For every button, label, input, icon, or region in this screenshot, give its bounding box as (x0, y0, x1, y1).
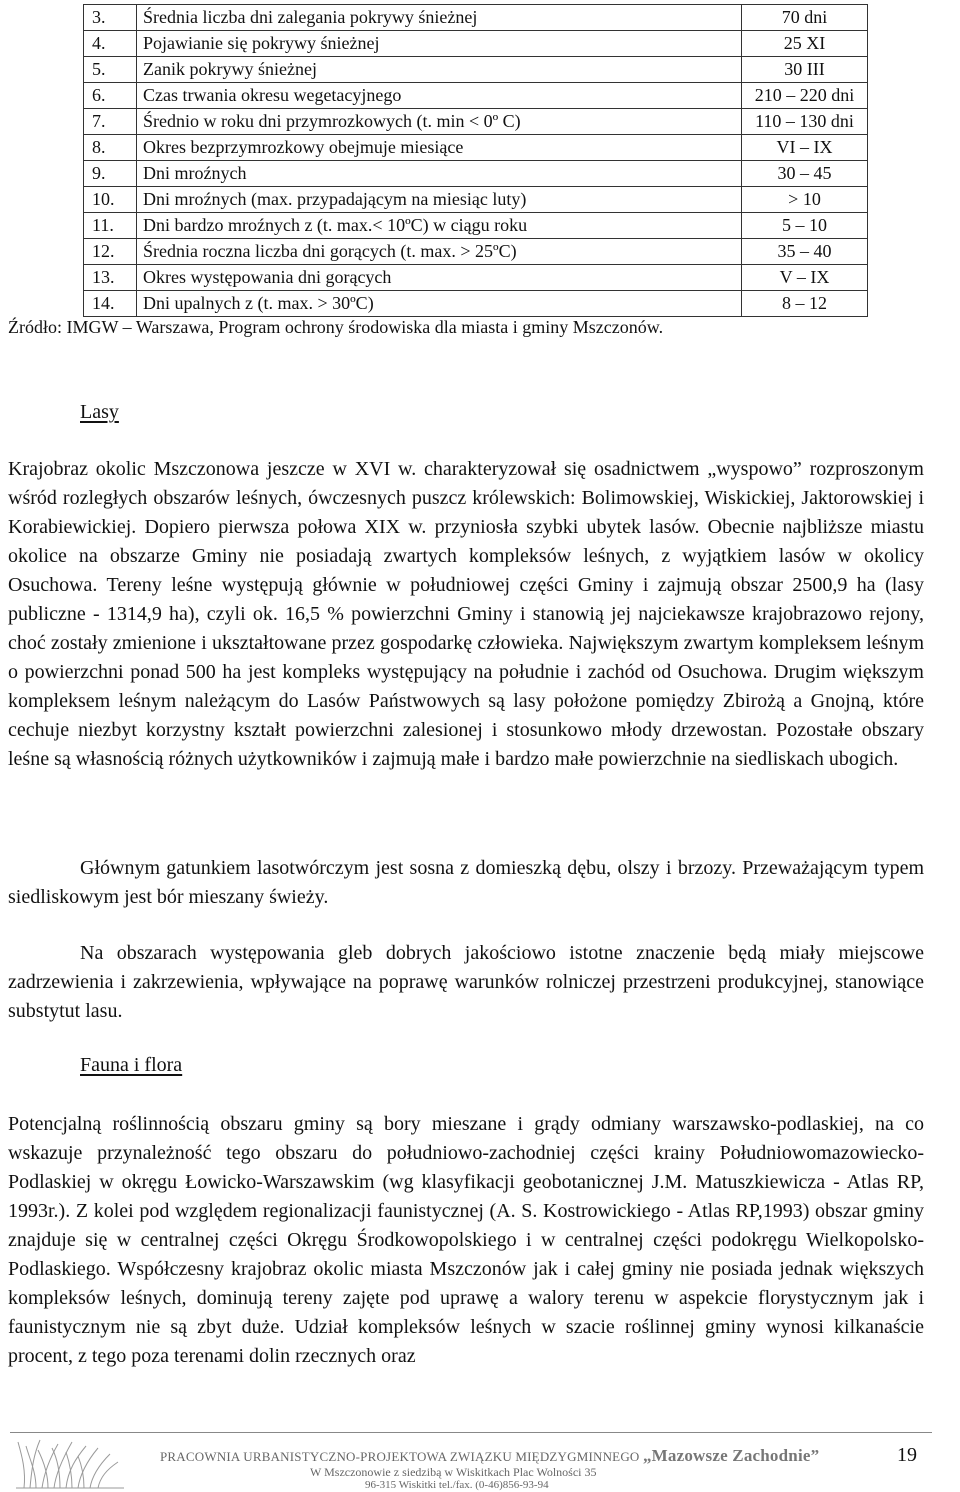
footer-organization (160, 1446, 819, 1466)
page-number: 19 (897, 1444, 917, 1466)
table-row (84, 31, 868, 57)
row-description: Średnia liczba dni zalegania pokrywy śnieżnej (137, 5, 742, 31)
row-description: Zanik pokrywy śnieżnej (137, 57, 742, 83)
paragraph-lasy-2: Głównym gatunkiem lasotwórczym jest sosna z domieszką dębu, olszy i brzozy. Przeważającym typem siedliskowym jest bór mieszany świeży. (8, 857, 924, 908)
section-heading-lasy: Lasy (80, 401, 119, 423)
table-row (84, 109, 868, 135)
reed-grass-logo-icon (14, 1436, 126, 1490)
table-row (84, 213, 868, 239)
row-number: 11. (84, 213, 137, 239)
table-row (84, 239, 868, 265)
row-number: 10. (84, 187, 137, 213)
row-number: 4. (84, 31, 137, 57)
row-value: VI – IX (742, 135, 868, 161)
row-value: 5 – 10 (742, 213, 868, 239)
row-number: 13. (84, 265, 137, 291)
paragraph-lasy-1: Krajobraz okolic Mszczonowa jeszcze w XVI w. charakteryzował się osadnictwem „wyspowo” rozproszonym wśród rozległych obszarów leśnych, ówczesnych puszcz królewskich: Bolimowskiej, Wiskickiej, Jaktorowskiej i Korabiewickiej. Dopiero pierwsza połowa XIX w. przyniosła szybki ubytek lasów. Obecnie najbliższe miastu okolice na obszarze Gminy nie posiadają zwartych kompleksów leśnych, z wyjątkiem lasów w okolicy Osuchowa. Tereny leśne występują głównie w południowej części Gminy i zajmują obszar 2500,9 ha (lasy publiczne - 1314,9 ha), czyli ok. 16,5 % powierzchni Gminy i stanowią jej najciekawsze krajobrazowo rejony, choć zostały zmienione i ukształtowane przez gospodarkę człowieka. Największym zwartym kompleksem leśnym o powierzchni ponad 500 ha jest kompleks występujący na południe i zachód od Osuchowa. Drugim większym kompleksem leśnym należącym do Lasów Państwowych są lasy położone pomiędzy Zbirożą a Gnojną, które cechuje niezbyt korzystny kształt powierzchni zalesionej i stosunkowo młody drzewostan. Pozostałe obszary leśne są własnością różnych użytkowników i zajmują małe i bardzo małe powierzchnie na siedliskach ubogich. (8, 458, 924, 770)
row-number: 12. (84, 239, 137, 265)
climate-table-body (84, 5, 868, 317)
row-description: Średnia roczna liczba dni gorących (t. max. > 25ºC) (137, 239, 742, 265)
row-description: Dni mroźnych (137, 161, 742, 187)
row-value: 35 – 40 (742, 239, 868, 265)
row-value: 210 – 220 dni (742, 83, 868, 109)
footer-address-line-1: W Mszczonowie z siedzibą w Wiskitkach Plac Wolności 35 (310, 1465, 597, 1479)
row-description: Dni bardzo mroźnych z (t. max.< 10ºC) w ciągu roku (137, 213, 742, 239)
row-number: 3. (84, 5, 137, 31)
row-description: Okres występowania dni gorących (137, 265, 742, 291)
source-note: Źródło: IMGW – Warszawa, Program ochrony środowiska dla miasta i gminy Mszczonów. (8, 317, 664, 337)
table-row (84, 161, 868, 187)
row-number: 7. (84, 109, 137, 135)
row-value: 70 dni (742, 5, 868, 31)
row-value: > 10 (742, 187, 868, 213)
paragraph-fauna-1: Potencjalną roślinnością obszaru gminy są bory mieszane i grądy odmiany warszawsko-podlaskiej, na co wskazuje przynależność tego obszaru do południowo-zachodniej części krainy Południowomazowiecko-Podlaskiej w okręgu Łowicko-Warszawskim (wg klasyfikacji geobotanicznej J.M. Matuszkiewicza - Atlas RP, 1993r.). Z kolei pod względem regionalizacji faunistycznej (A. S. Kostrowickiego - Atlas RP,1993) obszar gminy znajduje się w centralnej części Okręgu Środkowopolskiego i w centralnej części podokręgu Wielkopolsko-Podlaskiego. Współczesny krajobraz okolic miasta Mszczonów jak i całej gminy nie posiada jednak większych kompleksów leśnych, dominują tereny zajęte pod uprawę a walory terenu w aspekcie florystycznym jak i faunistycznym nie są zbyt duże. Udział kompleksów leśnych w szacie roślinnej gminy wynosi kilkanaście procent, z tego poza terenami dolin rzecznych oraz (8, 1113, 924, 1367)
footer-divider (10, 1432, 932, 1433)
row-value: 30 III (742, 57, 868, 83)
row-description: Dni mroźnych (max. przypadającym na miesiąc luty) (137, 187, 742, 213)
row-value: 110 – 130 dni (742, 109, 868, 135)
row-number: 6. (84, 83, 137, 109)
table-row (84, 135, 868, 161)
row-value: 25 XI (742, 31, 868, 57)
row-value: V – IX (742, 265, 868, 291)
footer-org-name: PRACOWNIA URBANISTYCZNO-PROJEKTOWA ZWIĄZKU MIĘDZYGMINNEGO (160, 1449, 640, 1464)
table-row (84, 5, 868, 31)
row-number: 14. (84, 291, 137, 317)
row-description: Średnio w roku dni przymrozkowych (t. min < 0º C) (137, 109, 742, 135)
footer-address-line-2: 96-315 Wiskitki tel./fax. (0-46)856-93-94 (365, 1479, 549, 1491)
table-row (84, 83, 868, 109)
row-number: 5. (84, 57, 137, 83)
table-row (84, 187, 868, 213)
row-value: 8 – 12 (742, 291, 868, 317)
row-number: 8. (84, 135, 137, 161)
row-description: Dni upalnych z (t. max. > 30ºC) (137, 291, 742, 317)
table-row (84, 57, 868, 83)
table-row (84, 291, 868, 317)
row-number: 9. (84, 161, 137, 187)
row-description: Czas trwania okresu wegetacyjnego (137, 83, 742, 109)
row-description: Okres bezprzymrozkowy obejmuje miesiące (137, 135, 742, 161)
row-value: 30 – 45 (742, 161, 868, 187)
paragraph-lasy-3: Na obszarach występowania gleb dobrych jakościowo istotne znaczenie będą miały miejscowe zadrzewienia i zakrzewienia, wpływające na poprawę warunków rolniczej przestrzeni produkcyjnej, stanowiące substytut lasu. (8, 942, 924, 1022)
table-row (84, 265, 868, 291)
row-description: Pojawianie się pokrywy śnieżnej (137, 31, 742, 57)
climate-table (83, 4, 868, 317)
section-heading-fauna: Fauna i flora (80, 1054, 183, 1076)
footer-brand: „Mazowsze Zachodnie” (642, 1446, 820, 1465)
